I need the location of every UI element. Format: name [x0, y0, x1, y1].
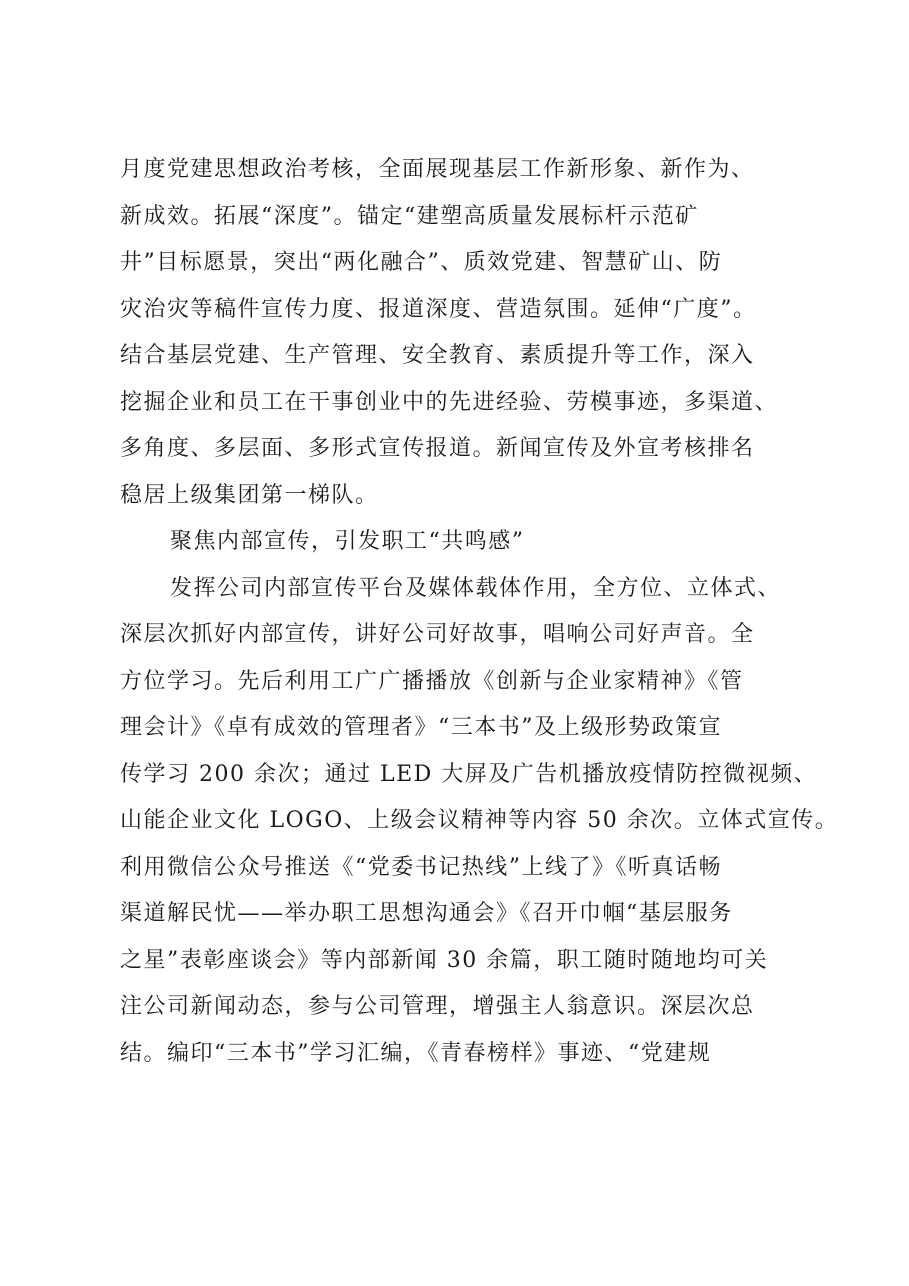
text-line: 理会计》《卓有成效的管理者》“三本书”及上级形势政策宣 — [120, 715, 722, 740]
text-line: 挖掘企业和员工在干事创业中的先进经验、劳模事迹，多渠道、 — [120, 389, 779, 415]
text-line: 月度党建思想政治考核，全面展现基层工作新形象、新作为、 — [120, 157, 755, 182]
text-line: 渠道解民忧——举办职工思想沟通会》《召开巾帼“基层服务 — [120, 901, 733, 926]
text-line: 深层次抓好内部宣传，讲好公司好故事，唱响公司好声音。全 — [120, 622, 755, 647]
document-body — [120, 147, 839, 1077]
text-line: 利用微信公众号推送《“党委书记热线”上线了》《听真话畅 — [120, 854, 722, 880]
text-line: 井”目标愿景，突出“两化融合”、质效党建、智慧矿山、防 — [120, 250, 723, 275]
text-line: 新成效。拓展“深度”。锚定“建塑高质量发展标杆示范矿 — [120, 203, 699, 229]
text-line: 传学习 200 余次；通过 LED 大屏及广告机播放疫情防控微视频、 — [120, 761, 818, 787]
text-line: 山能企业文化 LOGO、上级会议精神等内容 50 余次。立体式宣传。 — [120, 808, 839, 833]
text-line: 稳居上级集团第一梯队。 — [120, 482, 379, 508]
text-line: 多角度、多层面、多形式宣传报道。新闻宣传及外宣考核排名 — [120, 436, 755, 461]
text-line: 发挥公司内部宣传平台及媒体载体作用，全方位、立体式、 — [170, 575, 782, 601]
text-line: 注公司新闻动态，参与公司管理，增强主人翁意识。深层次总 — [120, 994, 755, 1019]
text-line: 之星”表彰座谈会》等内部新闻 30 余篇，职工随时随地均可关 — [120, 947, 769, 973]
text-line: 灾治灾等稿件宣传力度、报道深度、营造氛围。延伸“广度”。 — [120, 296, 757, 322]
text-line: 结。编印“三本书”学习汇编，《青春榜样》事迹、“党建规 — [120, 1040, 712, 1066]
section-heading: 聚焦内部宣传，引发职工“共鸣感” — [170, 529, 525, 554]
text-line: 结合基层党建、生产管理、安全教育、素质提升等工作，深入 — [120, 343, 755, 368]
text-line: 方位学习。先后利用工广广播播放《创新与企业家精神》《管 — [120, 668, 744, 694]
